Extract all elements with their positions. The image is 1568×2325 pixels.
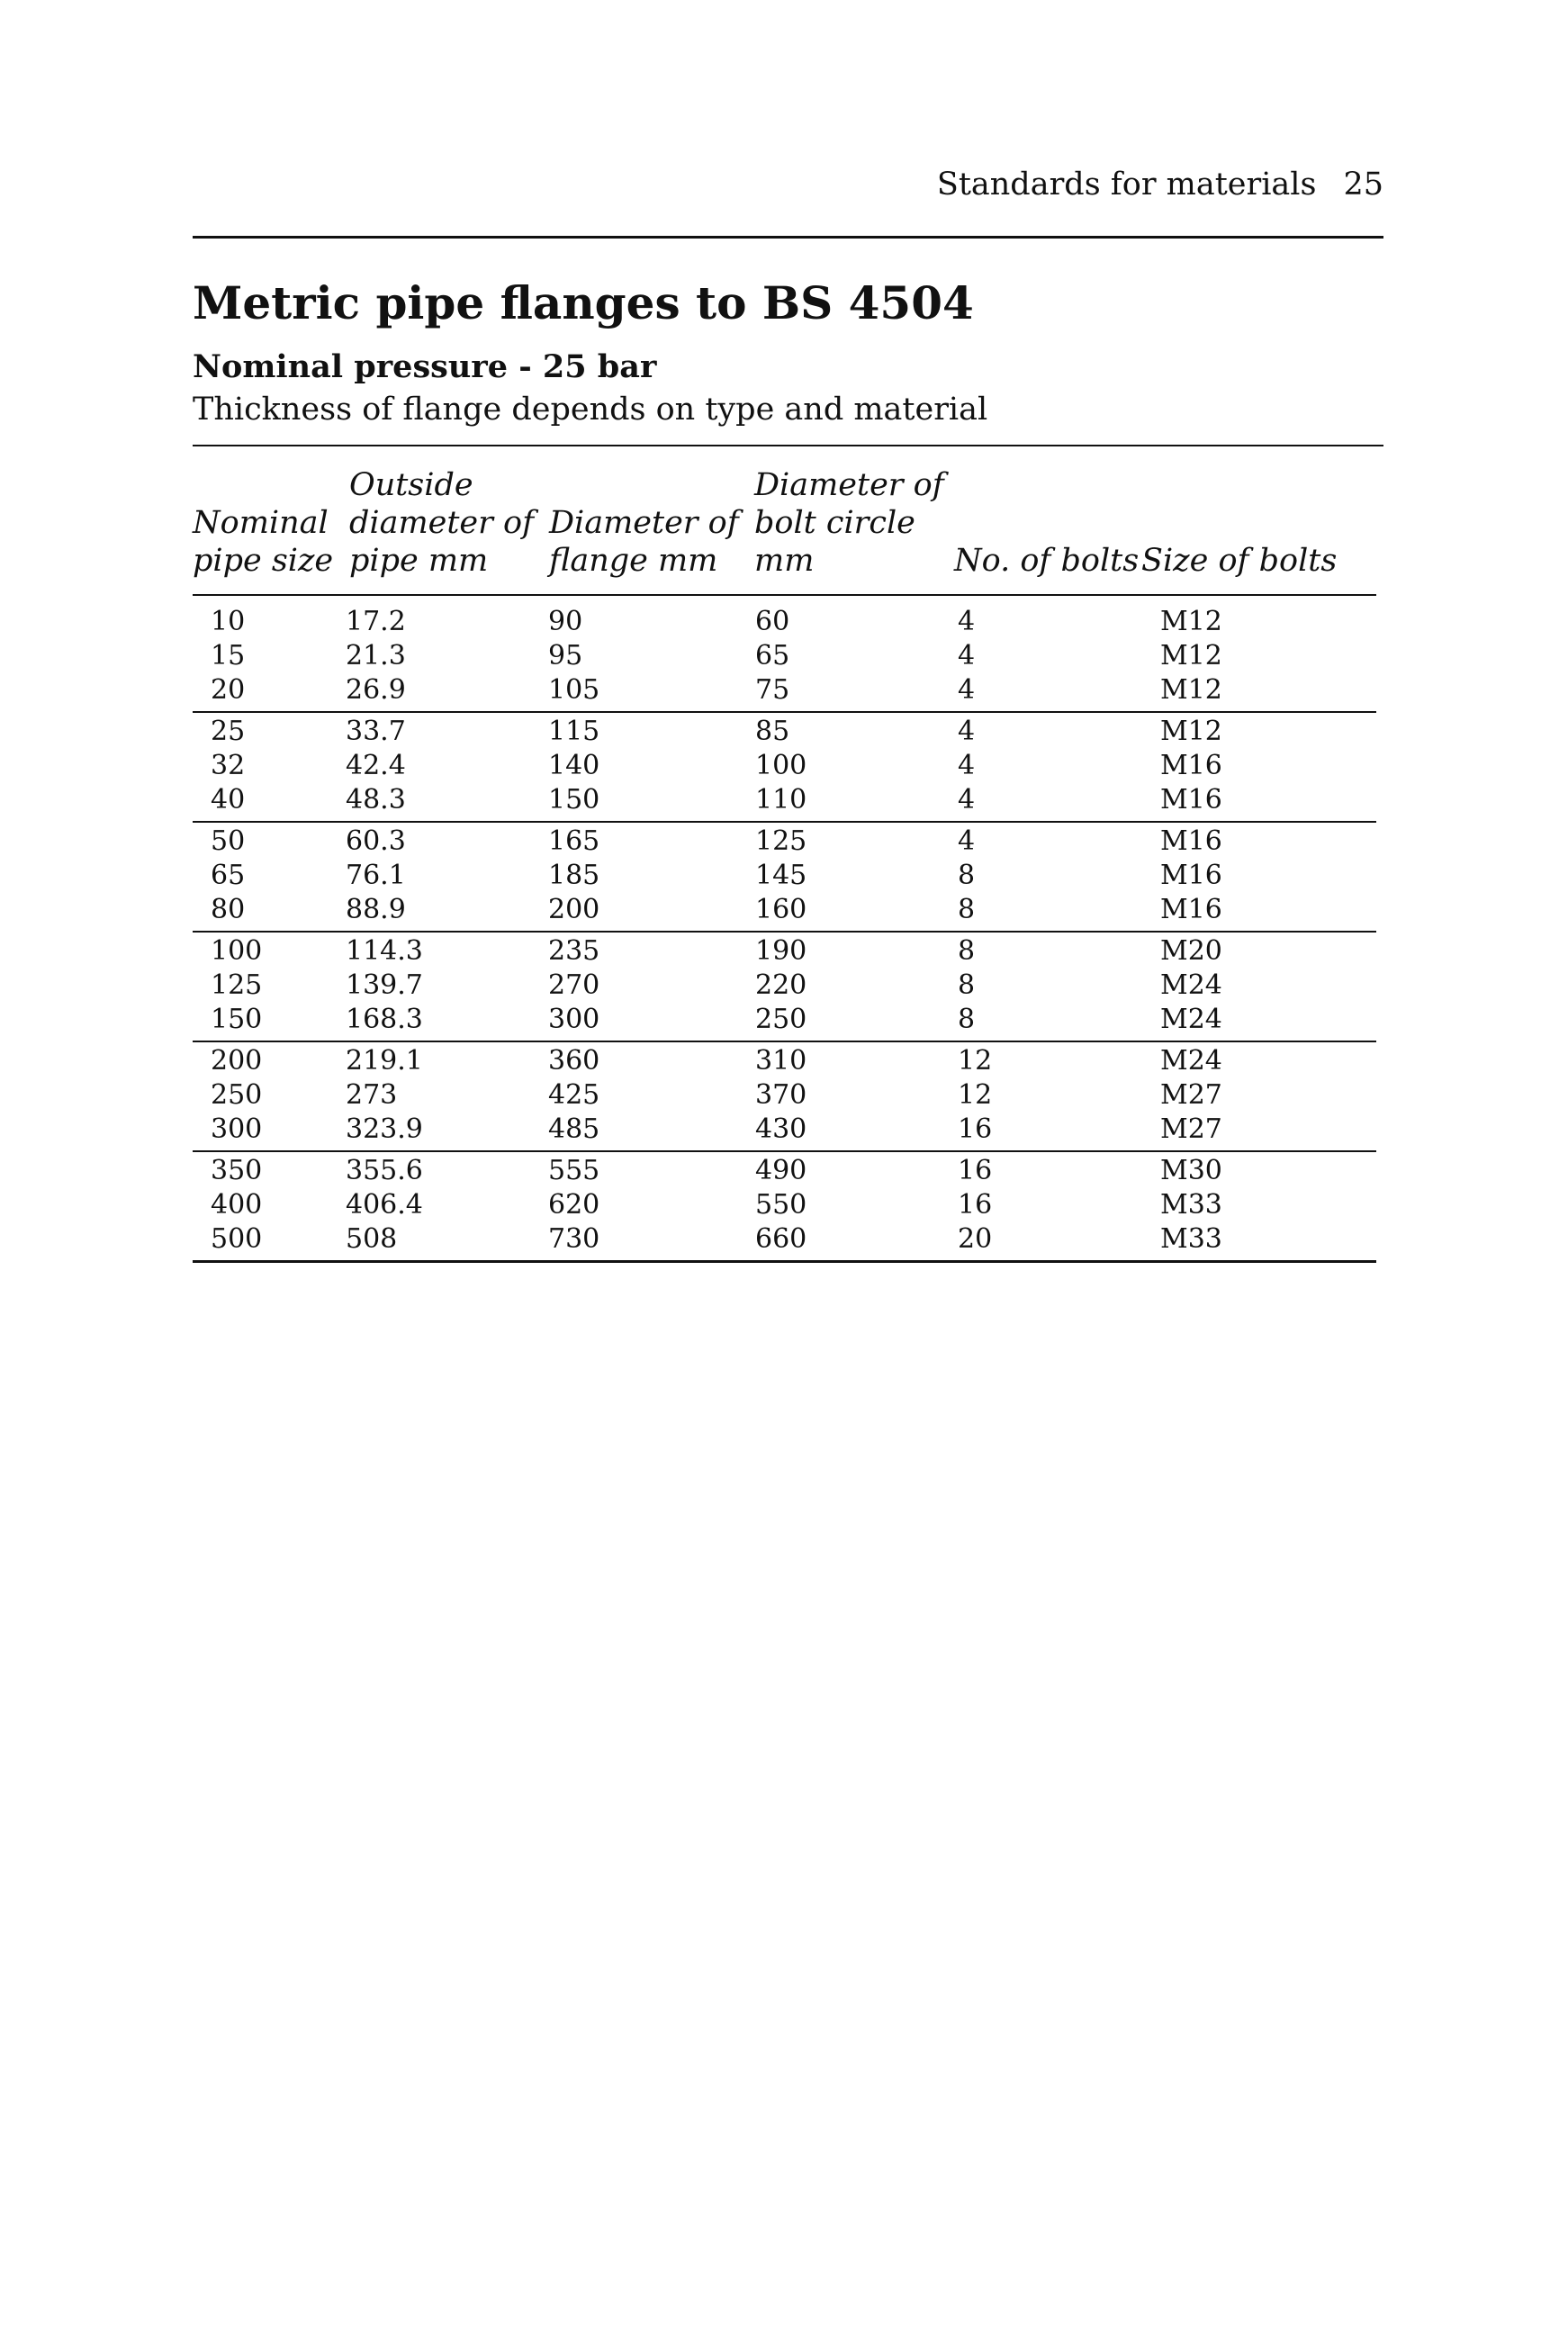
cell-nominal-pipe-size: 32 — [211, 750, 246, 781]
header-line — [549, 466, 739, 504]
cell-nominal-pipe-size: 250 — [211, 1079, 263, 1111]
pressure-subtitle: Nominal pressure - 25 bar — [193, 348, 657, 385]
cell-nominal-pipe-size: 200 — [211, 1045, 263, 1077]
cell-nominal-pipe-size: 400 — [211, 1189, 263, 1221]
cell-outside-diameter: 406.4 — [346, 1189, 423, 1221]
table-row — [193, 715, 1376, 749]
cell-flange-diameter: 270 — [548, 969, 600, 1001]
cell-bolt-circle-diameter: 160 — [755, 894, 807, 925]
table-row — [193, 1003, 1376, 1037]
cell-size-of-bolts: M27 — [1160, 1113, 1222, 1145]
cell-size-of-bolts: M33 — [1160, 1189, 1222, 1221]
cell-nominal-pipe-size: 300 — [211, 1113, 263, 1145]
cell-size-of-bolts: M24 — [1160, 1004, 1222, 1035]
cell-size-of-bolts: M12 — [1160, 640, 1222, 671]
cell-number-of-bolts: 8 — [958, 935, 976, 967]
cell-bolt-circle-diameter: 100 — [755, 750, 807, 781]
cell-outside-diameter: 219.1 — [346, 1045, 423, 1077]
table-row — [193, 859, 1376, 893]
cell-number-of-bolts: 4 — [958, 825, 976, 857]
row-group — [193, 1154, 1376, 1263]
cell-number-of-bolts: 4 — [958, 716, 976, 747]
cell-size-of-bolts: M27 — [1160, 1079, 1222, 1111]
cell-number-of-bolts: 8 — [958, 1004, 976, 1035]
cell-bolt-circle-diameter: 490 — [755, 1155, 807, 1186]
header-line — [1141, 466, 1337, 504]
table-row — [193, 1078, 1376, 1113]
table-row — [193, 749, 1376, 783]
cell-bolt-circle-diameter: 370 — [755, 1079, 807, 1111]
cell-nominal-pipe-size: 80 — [211, 894, 246, 925]
cell-bolt-circle-diameter: 85 — [755, 716, 790, 747]
cell-bolt-circle-diameter: 250 — [755, 1004, 807, 1035]
page-number: 25 — [1343, 167, 1383, 203]
cell-size-of-bolts: M12 — [1160, 606, 1222, 637]
cell-flange-diameter: 300 — [548, 1004, 600, 1035]
cell-number-of-bolts: 20 — [958, 1223, 993, 1255]
cell-outside-diameter: 26.9 — [346, 674, 406, 706]
cell-bolt-circle-diameter: 660 — [755, 1223, 807, 1255]
cell-flange-diameter: 95 — [548, 640, 583, 671]
cell-nominal-pipe-size: 15 — [211, 640, 246, 671]
header-line — [193, 466, 333, 504]
cell-number-of-bolts: 4 — [958, 606, 976, 637]
cell-bolt-circle-diameter: 220 — [755, 969, 807, 1001]
cell-outside-diameter: 168.3 — [346, 1004, 423, 1035]
cell-size-of-bolts: M24 — [1160, 969, 1222, 1001]
table-row — [193, 893, 1376, 927]
cell-flange-diameter: 90 — [548, 606, 583, 637]
header-line: mm — [754, 543, 815, 579]
row-group — [193, 605, 1376, 713]
header-line: Diameter of — [754, 467, 944, 503]
table-row — [193, 825, 1376, 859]
table-top-rule — [193, 445, 1383, 446]
cell-number-of-bolts: 8 — [958, 860, 976, 891]
cell-bolt-circle-diameter: 310 — [755, 1045, 807, 1077]
header-nominal-pipe-size — [193, 466, 333, 580]
cell-number-of-bolts: 12 — [958, 1079, 993, 1111]
cell-flange-diameter: 105 — [548, 674, 600, 706]
thickness-note: Thickness of flange depends on type and material — [193, 392, 988, 428]
cell-outside-diameter: 114.3 — [346, 935, 423, 967]
cell-nominal-pipe-size: 20 — [211, 674, 246, 706]
cell-outside-diameter: 60.3 — [346, 825, 406, 857]
cell-flange-diameter: 620 — [548, 1189, 600, 1221]
cell-size-of-bolts: M16 — [1160, 750, 1222, 781]
table-row — [193, 673, 1376, 707]
cell-flange-diameter: 425 — [548, 1079, 600, 1111]
header-line: pipe mm — [349, 543, 489, 579]
cell-nominal-pipe-size: 25 — [211, 716, 246, 747]
cell-number-of-bolts: 4 — [958, 674, 976, 706]
header-line: No. of bolts — [954, 543, 1140, 579]
cell-nominal-pipe-size: 40 — [211, 784, 246, 816]
cell-flange-diameter: 165 — [548, 825, 600, 857]
cell-outside-diameter: 139.7 — [346, 969, 423, 1001]
row-group — [193, 825, 1376, 933]
header-size-of-bolts — [1141, 466, 1337, 580]
cell-outside-diameter: 323.9 — [346, 1113, 423, 1145]
cell-bolt-circle-diameter: 110 — [755, 784, 807, 816]
table-row — [193, 1188, 1376, 1222]
row-group — [193, 715, 1376, 823]
cell-bolt-circle-diameter: 550 — [755, 1189, 807, 1221]
header-rule — [193, 594, 1376, 596]
page-title: Metric pipe flanges to BS 4504 — [193, 276, 974, 329]
running-head-rule — [193, 236, 1383, 239]
cell-bolt-circle-diameter: 430 — [755, 1113, 807, 1145]
cell-outside-diameter: 76.1 — [346, 860, 406, 891]
cell-nominal-pipe-size: 125 — [211, 969, 263, 1001]
cell-number-of-bolts: 4 — [958, 640, 976, 671]
cell-outside-diameter: 88.9 — [346, 894, 406, 925]
cell-outside-diameter: 17.2 — [346, 606, 406, 637]
cell-outside-diameter: 42.4 — [346, 750, 406, 781]
cell-size-of-bolts: M33 — [1160, 1223, 1222, 1255]
cell-flange-diameter: 140 — [548, 750, 600, 781]
table-row — [193, 1113, 1376, 1147]
header-line: flange mm — [549, 543, 718, 579]
cell-flange-diameter: 185 — [548, 860, 600, 891]
header-line: bolt circle — [754, 505, 915, 541]
table-row — [193, 605, 1376, 639]
cell-size-of-bolts: M30 — [1160, 1155, 1222, 1186]
flange-table-body — [193, 603, 1376, 1263]
cell-outside-diameter: 273 — [346, 1079, 398, 1111]
header-line: pipe size — [193, 543, 334, 579]
cell-nominal-pipe-size: 500 — [211, 1223, 263, 1255]
cell-outside-diameter: 355.6 — [346, 1155, 423, 1186]
table-row — [193, 783, 1376, 817]
cell-size-of-bolts: M24 — [1160, 1045, 1222, 1077]
cell-flange-diameter: 200 — [548, 894, 600, 925]
table-row — [193, 934, 1376, 969]
table-row — [193, 1044, 1376, 1078]
cell-number-of-bolts: 16 — [958, 1155, 993, 1186]
header-outside-diameter — [349, 466, 534, 580]
header-line — [1141, 504, 1337, 542]
cell-flange-diameter: 555 — [548, 1155, 600, 1186]
row-group — [193, 1044, 1376, 1152]
cell-size-of-bolts: M16 — [1160, 860, 1222, 891]
header-line — [954, 504, 1139, 542]
table-row — [193, 1222, 1376, 1257]
cell-outside-diameter: 21.3 — [346, 640, 406, 671]
cell-number-of-bolts: 8 — [958, 969, 976, 1001]
cell-flange-diameter: 235 — [548, 935, 600, 967]
cell-size-of-bolts: M20 — [1160, 935, 1222, 967]
header-line: Size of bolts — [1141, 543, 1338, 579]
cell-number-of-bolts: 4 — [958, 750, 976, 781]
table-row — [193, 639, 1376, 673]
cell-size-of-bolts: M16 — [1160, 825, 1222, 857]
cell-nominal-pipe-size: 50 — [211, 825, 246, 857]
cell-flange-diameter: 730 — [548, 1223, 600, 1255]
cell-nominal-pipe-size: 150 — [211, 1004, 263, 1035]
cell-bolt-circle-diameter: 125 — [755, 825, 807, 857]
cell-size-of-bolts: M12 — [1160, 716, 1222, 747]
running-head — [0, 169, 1383, 201]
cell-bolt-circle-diameter: 60 — [755, 606, 790, 637]
cell-bolt-circle-diameter: 75 — [755, 674, 790, 706]
cell-flange-diameter: 485 — [548, 1113, 600, 1145]
running-head-title: Standards for materials — [936, 167, 1317, 203]
cell-size-of-bolts: M16 — [1160, 784, 1222, 816]
cell-bolt-circle-diameter: 65 — [755, 640, 790, 671]
header-line: Outside — [349, 467, 473, 503]
cell-number-of-bolts: 4 — [958, 784, 976, 816]
header-bolt-circle-diameter — [754, 466, 944, 580]
header-flange-diameter — [549, 466, 739, 580]
header-line: Nominal — [193, 505, 329, 541]
cell-outside-diameter: 48.3 — [346, 784, 406, 816]
cell-flange-diameter: 150 — [548, 784, 600, 816]
cell-number-of-bolts: 16 — [958, 1189, 993, 1221]
cell-number-of-bolts: 12 — [958, 1045, 993, 1077]
table-row — [193, 969, 1376, 1003]
row-group — [193, 934, 1376, 1042]
cell-flange-diameter: 360 — [548, 1045, 600, 1077]
header-number-of-bolts — [954, 466, 1139, 580]
cell-outside-diameter: 508 — [346, 1223, 398, 1255]
cell-number-of-bolts: 8 — [958, 894, 976, 925]
cell-outside-diameter: 33.7 — [346, 716, 406, 747]
cell-size-of-bolts: M16 — [1160, 894, 1222, 925]
cell-bolt-circle-diameter: 190 — [755, 935, 807, 967]
cell-nominal-pipe-size: 100 — [211, 935, 263, 967]
table-row — [193, 1154, 1376, 1188]
cell-number-of-bolts: 16 — [958, 1113, 993, 1145]
header-line: Diameter of — [549, 505, 739, 541]
cell-bolt-circle-diameter: 145 — [755, 860, 807, 891]
cell-nominal-pipe-size: 350 — [211, 1155, 263, 1186]
header-line: diameter of — [349, 505, 535, 541]
cell-flange-diameter: 115 — [548, 716, 600, 747]
cell-nominal-pipe-size: 65 — [211, 860, 246, 891]
header-line — [954, 466, 1139, 504]
cell-size-of-bolts: M12 — [1160, 674, 1222, 706]
cell-nominal-pipe-size: 10 — [211, 606, 246, 637]
